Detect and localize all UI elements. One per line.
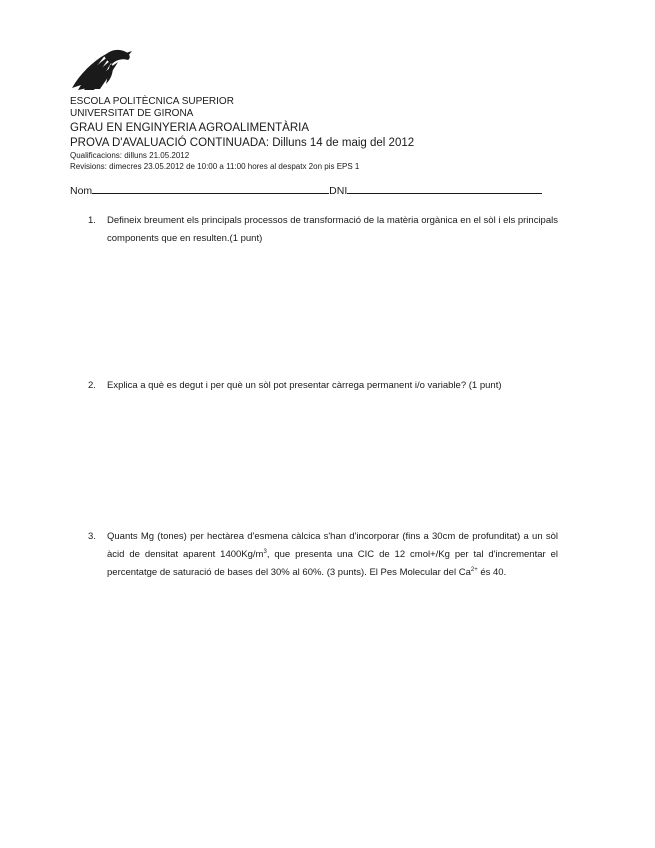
question-text: Quants Mg (tones) per hectàrea d'esmena càlcica s'han d'incorporar (fins a 30cm de profunditat) a un sòl àcid de densitat aparent $1400Kg/m^3$, que presenta una CIC de 12 cmol+/Kg per tal d'incrementar el percentatge de saturació de bases del 30% al 60%. (3 punts). El Pes Molecular del $Ca^{2+}$ és 40.	[107, 531, 558, 578]
name-field[interactable]	[92, 183, 329, 194]
degree-title: GRAU EN ENGINYERIA AGROALIMENTÀRIA	[70, 122, 309, 134]
question-1	[88, 212, 558, 248]
dni-field[interactable]	[347, 183, 542, 194]
question-number: 1.	[88, 215, 96, 226]
question-number: 2.	[88, 380, 96, 391]
question-2	[88, 377, 558, 395]
question-text: Defineix breument els principals processos de transformació de la matèria orgànica en el sòl i els principals components que en resulten.(1 punt)	[107, 215, 558, 244]
reviews-info: Revisions: dimecres 23.05.2012 de 10:00 a 11:00 hores al despatx 2on pis EPS 1	[70, 162, 360, 171]
exam-title: PROVA D'AVALUACIÓ CONTINUADA: Dilluns 14 de maig del 2012	[70, 137, 415, 149]
dni-label: DNI	[329, 185, 348, 197]
school-name: ESCOLA POLITÈCNICA SUPERIOR	[70, 96, 234, 107]
name-dni-line	[70, 183, 542, 197]
bird-logo-icon	[70, 44, 132, 94]
name-label: Nom	[70, 185, 93, 197]
grades-date: Qualificacions: dilluns 21.05.2012	[70, 151, 190, 160]
university-name: UNIVERSITAT DE GIRONA	[70, 108, 194, 119]
question-text: Explica a què es degut i per què un sòl pot presentar càrrega permanent i/o variable? (1 punt)	[107, 380, 502, 391]
question-3	[88, 528, 558, 582]
question-number: 3.	[88, 531, 96, 542]
